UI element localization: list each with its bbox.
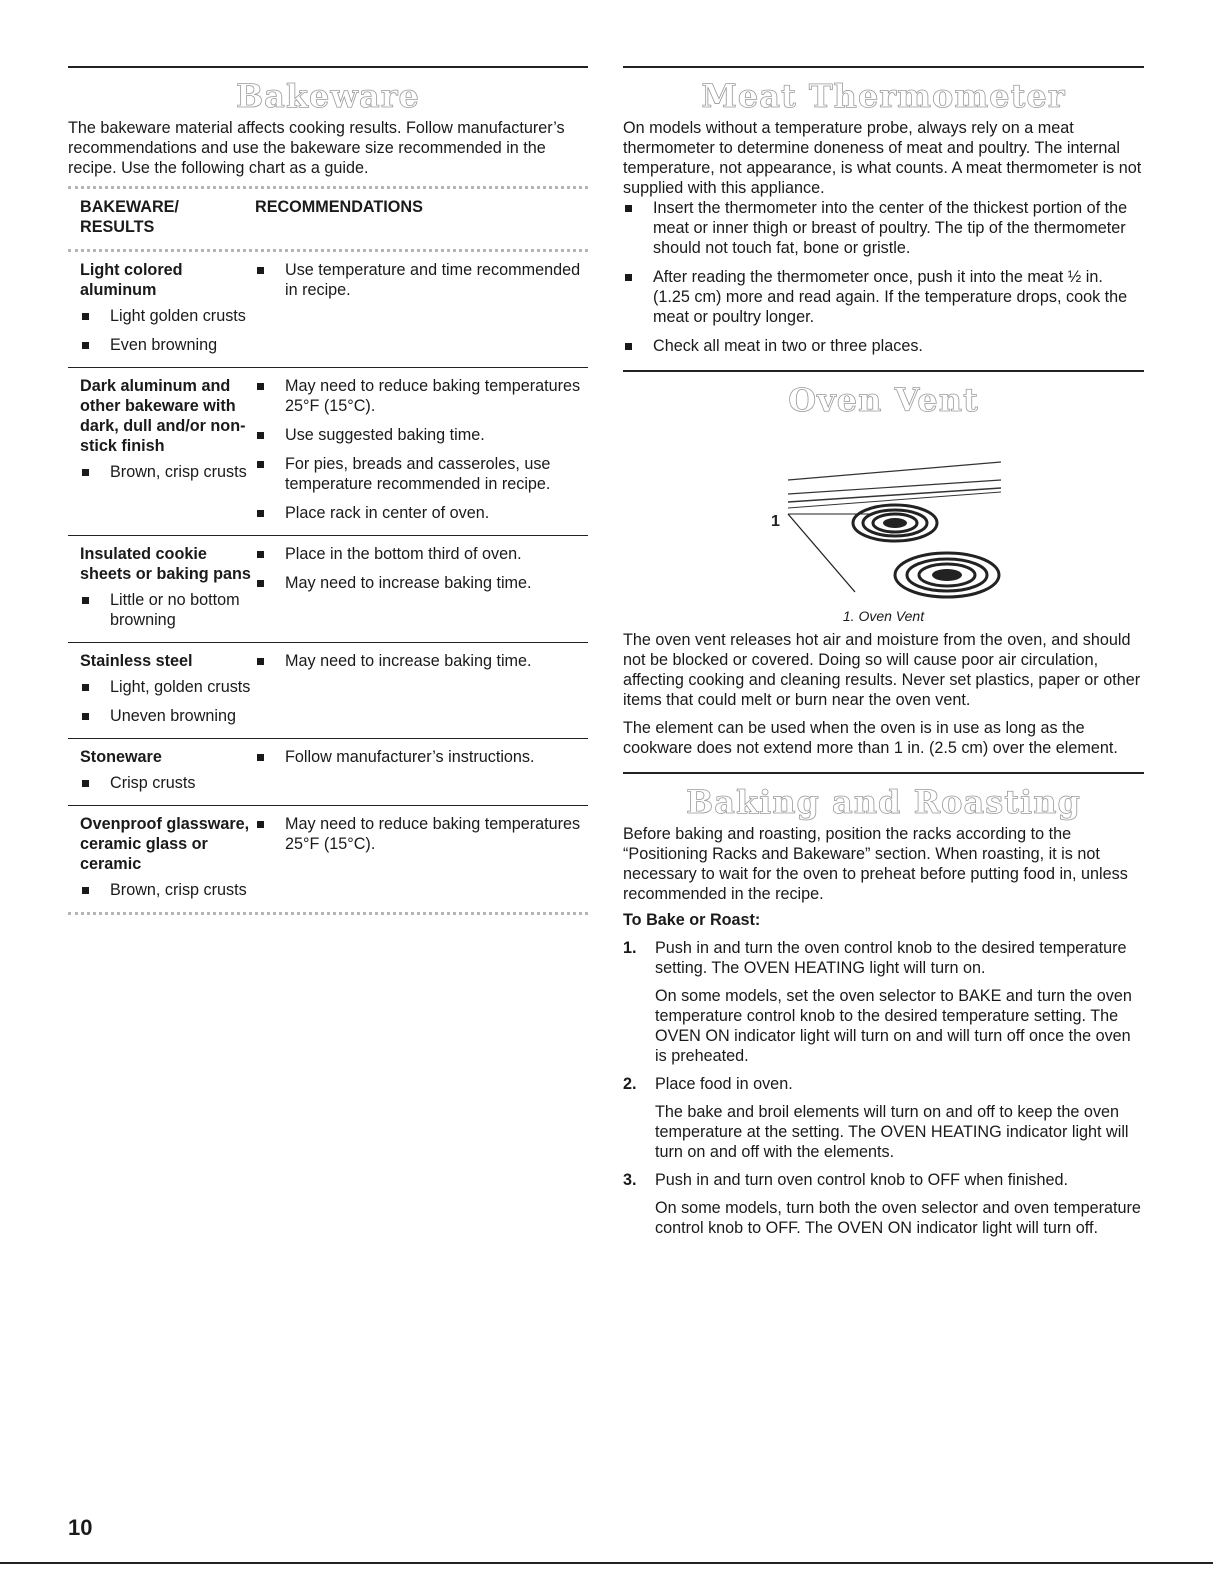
step-text: Push in and turn the oven control knob to the desired temperature setting. The OVEN HEATING light will turn on. <box>655 939 1127 977</box>
oven-vent-illustration <box>623 422 1144 602</box>
result-item: Little or no bottom browning <box>80 590 255 630</box>
section-rule <box>623 370 1144 372</box>
step-item <box>623 938 1144 1066</box>
results-list <box>80 462 255 482</box>
recommendations-list <box>255 260 588 300</box>
step-number: 3. <box>623 1171 637 1189</box>
bakeware-material: Ovenproof glassware, ceramic glass or ceramic <box>80 815 250 873</box>
recommendations-list <box>255 651 588 671</box>
results-list <box>80 590 255 630</box>
baking-roasting-heading: Baking and Roasting <box>686 783 1081 821</box>
oven-vent-paragraph: The oven vent releases hot air and moisture from the oven, and should not be blocked or covered. Doing so will cause poor air circulation, affecting cooking and cleaning results. Never set plastics, paper or other items that could melt or burn near the oven vent. <box>623 631 1141 709</box>
table-row <box>68 642 588 738</box>
result-item: Brown, crisp crusts <box>80 880 255 900</box>
recommendations-cell <box>255 260 588 355</box>
bakeware-cell <box>80 814 255 900</box>
table-row <box>68 367 588 535</box>
step-note: On some models, set the oven selector to BAKE and turn the oven temperature control knob to the desired temperature setting. The OVEN ON indicator light will turn on and will turn off once the oven is preheated. <box>655 987 1132 1065</box>
callout-number: 1 <box>771 513 780 530</box>
col1-header: BAKEWARE/ RESULTS <box>80 198 179 236</box>
figure-caption: 1. Oven Vent <box>842 608 925 624</box>
table-row <box>68 535 588 642</box>
result-item: Uneven browning <box>80 706 255 726</box>
recommendations-cell <box>255 651 588 726</box>
list-item: Check all meat in two or three places. <box>623 336 1144 356</box>
bakeware-heading: Bakeware <box>236 77 420 115</box>
oven-vent-paragraph: The element can be used when the oven is in use as long as the cookware does not extend more than 1 in. (2.5 cm) over the element. <box>623 719 1118 757</box>
table-divider <box>68 186 588 189</box>
recommendations-cell <box>255 544 588 630</box>
step-number: 2. <box>623 1075 637 1093</box>
list-item: After reading the thermometer once, push it into the meat ½ in. (1.25 cm) more and read again. If the temperature drops, cook the meat or poultry longer. <box>623 267 1144 327</box>
recommendation-item: Follow manufacturer’s instructions. <box>255 747 588 767</box>
section-rule <box>623 772 1144 774</box>
table-row <box>68 738 588 805</box>
bakeware-section <box>68 66 588 923</box>
footer-rule <box>0 1562 1213 1564</box>
result-item: Light golden crusts <box>80 306 255 326</box>
recommendations-cell <box>255 376 588 523</box>
result-item: Brown, crisp crusts <box>80 462 255 482</box>
step-item <box>623 1074 1144 1162</box>
meat-thermometer-intro: On models without a temperature probe, always rely on a meat thermometer to determine doneness of meat and poultry. The internal temperature, not appearance, is what counts. A meat thermometer is not supplied with this appliance. <box>623 119 1142 197</box>
recommendation-item: May need to reduce baking temperatures 25°F (15°C). <box>255 814 588 854</box>
recommendation-item: Use suggested baking time. <box>255 425 588 445</box>
step-item <box>623 1170 1144 1238</box>
meat-thermometer-heading: Meat Thermometer <box>701 77 1066 115</box>
step-note: On some models, turn both the oven selector and oven temperature control knob to OFF. The OVEN ON indicator light will turn off. <box>655 1199 1141 1237</box>
recommendation-item: May need to increase baking time. <box>255 651 588 671</box>
bakeware-material: Dark aluminum and other bakeware with dark, dull and/or non-stick finish <box>80 377 246 455</box>
baking-roasting-intro: Before baking and roasting, position the racks according to the “Positioning Racks and Bakeware” section. When roasting, it is not necessary to wait for the oven to preheat before putting food in, unless recommended in the recipe. <box>623 825 1128 903</box>
bakeware-cell <box>80 260 255 355</box>
surface-element-front <box>895 553 999 597</box>
bakeware-table <box>68 260 588 912</box>
recommendations-list <box>255 544 588 593</box>
recommendations-cell <box>255 747 588 793</box>
recommendation-item: For pies, breads and casseroles, use temperature recommended in recipe. <box>255 454 588 494</box>
step-number: 1. <box>623 939 637 957</box>
step-text: Push in and turn oven control knob to OFF when finished. <box>655 1171 1069 1189</box>
bakeware-material: Stainless steel <box>80 652 193 670</box>
table-row <box>68 260 588 367</box>
section-rule <box>623 66 1144 68</box>
table-row <box>68 805 588 912</box>
col2-header: RECOMMENDATIONS <box>255 198 423 216</box>
list-item: Insert the thermometer into the center of the thickest portion of the meat or inner thigh or breast of poultry. The tip of the thermometer should not touch fat, bone or gristle. <box>623 198 1144 258</box>
recommendations-list <box>255 376 588 523</box>
recommendation-item: Place rack in center of oven. <box>255 503 588 523</box>
table-divider <box>68 912 588 915</box>
results-list <box>80 677 255 726</box>
bakeware-material: Insulated cookie sheets or baking pans <box>80 545 251 583</box>
result-item: Crisp crusts <box>80 773 255 793</box>
recommendations-cell <box>255 814 588 900</box>
surface-element-back <box>853 505 937 541</box>
recommendations-list <box>255 814 588 854</box>
step-note: The bake and broil elements will turn on and off to keep the oven temperature at the setting. The OVEN HEATING indicator light will turn on and off with the elements. <box>655 1103 1129 1161</box>
right-column <box>623 66 1144 1238</box>
meat-thermometer-list <box>623 198 1144 356</box>
table-header <box>68 197 588 237</box>
recommendation-item: May need to increase baking time. <box>255 573 588 593</box>
bakeware-material: Light colored aluminum <box>80 261 183 299</box>
bakeware-cell <box>80 376 255 523</box>
recommendation-item: May need to reduce baking temperatures 25°F (15°C). <box>255 376 588 416</box>
bakeware-material: Stoneware <box>80 748 162 766</box>
result-item: Light, golden crusts <box>80 677 255 697</box>
recommendation-item: Place in the bottom third of oven. <box>255 544 588 564</box>
results-list <box>80 880 255 900</box>
recommendations-list <box>255 747 588 767</box>
result-item: Even browning <box>80 335 255 355</box>
recommendation-item: Use temperature and time recommended in recipe. <box>255 260 588 300</box>
oven-vent-diagram <box>623 422 1144 624</box>
section-rule <box>68 66 588 68</box>
bakeware-cell <box>80 544 255 630</box>
bakeware-cell <box>80 747 255 793</box>
procedure-steps <box>623 938 1144 1238</box>
oven-vent-heading: Oven Vent <box>788 381 979 419</box>
step-text: Place food in oven. <box>655 1075 793 1093</box>
procedure-subheading: To Bake or Roast: <box>623 911 761 929</box>
results-list <box>80 773 255 793</box>
table-divider <box>68 249 588 252</box>
bakeware-intro: The bakeware material affects cooking results. Follow manufacturer’s recommendations and use the bakeware size recommended in the recipe. Use the following chart as a guide. <box>68 119 565 177</box>
bakeware-cell <box>80 651 255 726</box>
results-list <box>80 306 255 355</box>
page-number: 10 <box>68 1515 93 1540</box>
